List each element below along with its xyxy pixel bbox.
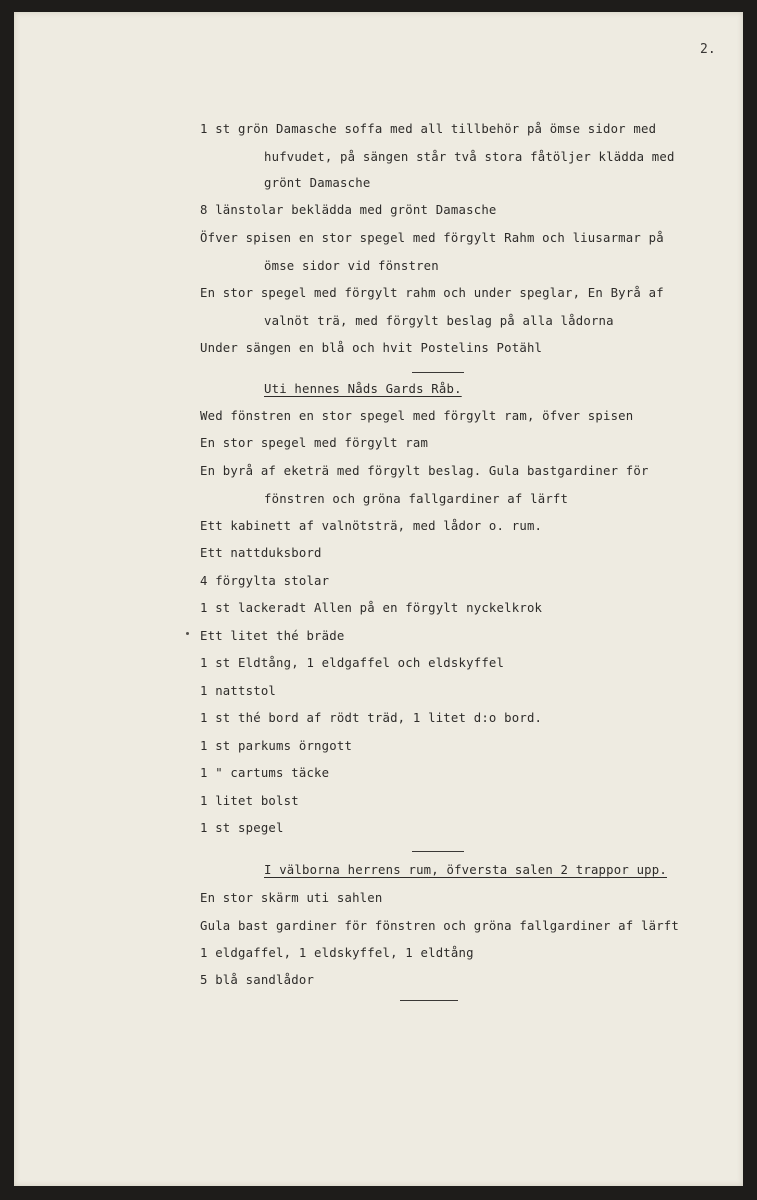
- text-line: 1 litet bolst: [200, 794, 299, 808]
- text-line: 1 st Eldtång, 1 eldgaffel och eldskyffel: [200, 656, 505, 670]
- text-line: En stor spegel med förgylt rahm och under speglar, En Byrå af: [200, 286, 664, 300]
- text-line: Öfver spisen en stor spegel med förgylt Rahm och liusarmar på: [200, 231, 664, 245]
- section-divider: [412, 372, 464, 373]
- text-line: 5 blå sandlådor: [200, 973, 315, 987]
- text-line: En stor skärm uti sahlen: [200, 891, 383, 905]
- text-line: 1 st parkums örngott: [200, 739, 353, 753]
- text-line: 1 eldgaffel, 1 eldskyffel, 1 eldtång: [200, 946, 474, 960]
- section-heading: Uti hennes Nåds Gards Råb.: [264, 382, 462, 396]
- text-line: Ett litet thé bräde: [200, 629, 345, 643]
- text-line: hufvudet, på sängen står två stora fåtöljer klädda med: [264, 150, 675, 164]
- page-number: 2.: [700, 42, 716, 57]
- text-line: 1 st grön Damasche soffa med all tillbehör på ömse sidor med: [200, 122, 657, 136]
- text-line: grönt Damasche: [264, 176, 371, 190]
- section-heading: I välborna herrens rum, öfversta salen 2 trappor upp.: [264, 863, 667, 877]
- text-line: fönstren och gröna fallgardiner af lärft: [264, 492, 569, 506]
- text-line: 8 länstolar beklädda med grönt Damasche: [200, 203, 497, 217]
- text-line: Ett kabinett af valnötsträ, med lådor o. rum.: [200, 519, 543, 533]
- text-line: 1 st spegel: [200, 821, 284, 835]
- text-line: 4 förgylta stolar: [200, 574, 330, 588]
- section-divider: [400, 1000, 458, 1001]
- text-line: Wed fönstren en stor spegel med förgylt ram, öfver spisen: [200, 409, 634, 423]
- text-line: 1 st lackeradt Allen på en förgylt nyckelkrok: [200, 601, 543, 615]
- text-line: 1 " cartums täcke: [200, 766, 330, 780]
- text-line: Gula bast gardiner för fönstren och gröna fallgardiner af lärft: [200, 919, 680, 933]
- section-divider: [412, 851, 464, 852]
- text-line: valnöt trä, med förgylt beslag på alla lådorna: [264, 314, 614, 328]
- text-line: 1 st thé bord af rödt träd, 1 litet d:o bord.: [200, 711, 543, 725]
- text-line: En byrå af eketrä med förgylt beslag. Gula bastgardiner för: [200, 464, 649, 478]
- text-line: Ett nattduksbord: [200, 546, 322, 560]
- text-line: ömse sidor vid fönstren: [264, 259, 439, 273]
- text-line: 1 nattstol: [200, 684, 277, 698]
- paper-speck: [186, 632, 189, 635]
- text-line: En stor spegel med förgylt ram: [200, 436, 429, 450]
- text-line: Under sängen en blå och hvit Postelins Potähl: [200, 341, 543, 355]
- document-page: [14, 12, 743, 1186]
